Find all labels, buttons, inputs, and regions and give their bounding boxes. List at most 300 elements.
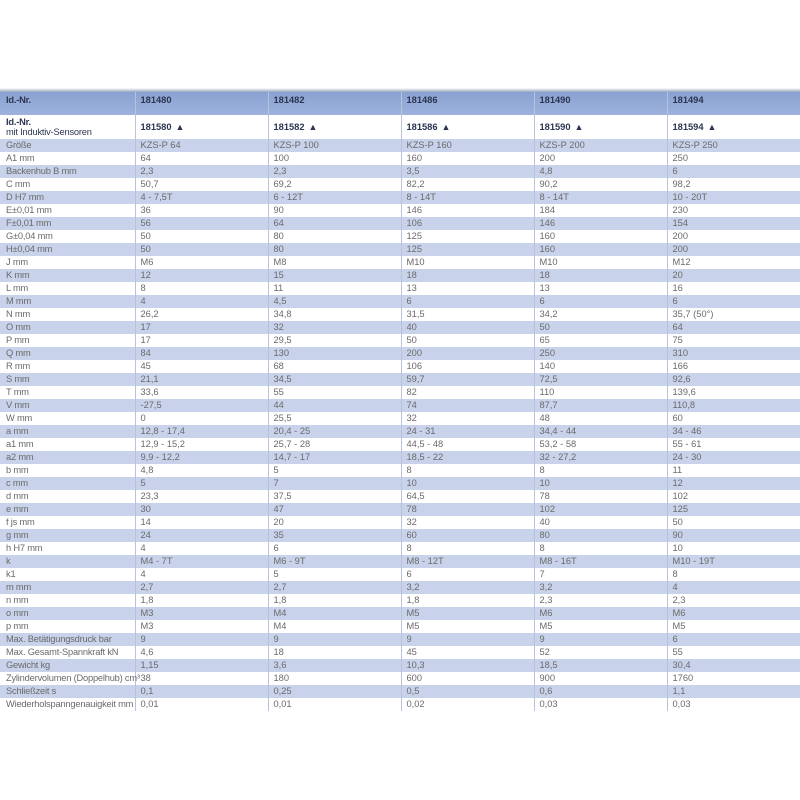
table-row	[0, 555, 800, 568]
cell-value: 17	[135, 334, 268, 347]
cell-value: 44,5 - 48	[401, 438, 534, 451]
table-row	[0, 269, 800, 282]
cell-value: 0,03	[534, 698, 667, 711]
row-label: k1	[6, 569, 16, 579]
cell-value: 2,3	[135, 165, 268, 178]
cell-value: 166	[667, 360, 800, 373]
row-label: F±0,01 mm	[0, 217, 135, 230]
row-label: h H7 mm	[6, 543, 43, 553]
cell-value: 47	[268, 503, 401, 516]
table-row	[0, 360, 800, 373]
table-row	[0, 672, 800, 685]
cell-value: 10	[401, 477, 534, 490]
cell-value: M10	[401, 256, 534, 269]
cell-value: M6 - 9T	[268, 555, 401, 568]
cell-value: 110	[534, 386, 667, 399]
cell-value: 600	[401, 672, 534, 685]
cell-value: M8 - 16T	[534, 555, 667, 568]
row-label: D H7 mm	[0, 191, 135, 204]
row-label: V mm	[0, 399, 135, 412]
row-label: a mm	[0, 425, 135, 438]
header-id: 181482	[268, 92, 401, 115]
cell-value: 59,7	[401, 373, 534, 386]
cell-value: M4 - 7T	[135, 555, 268, 568]
row-label: m mm	[0, 581, 135, 594]
cell-value: 33,6	[135, 386, 268, 399]
cell-value: 29,5	[268, 334, 401, 347]
sensor-id	[268, 115, 401, 139]
cell-value: 0,02	[401, 698, 534, 711]
cell-value: 20,4 - 25	[268, 425, 401, 438]
cell-value: 310	[667, 347, 800, 360]
cell-value: 34,5	[268, 373, 401, 386]
cell-value: M10 - 19T	[667, 555, 800, 568]
cell-value: 37,5	[268, 490, 401, 503]
cell-value: 90,2	[534, 178, 667, 191]
row-label: H±0,04 mm	[0, 243, 135, 256]
cell-value: 48	[534, 412, 667, 425]
table-row	[0, 503, 800, 516]
cell-value: 50,7	[135, 178, 268, 191]
cell-value: 65	[534, 334, 667, 347]
cell-value: 78	[401, 503, 534, 516]
cell-value: 26,2	[135, 308, 268, 321]
cell-value: 0,03	[667, 698, 800, 711]
cell-value: 6	[401, 295, 534, 308]
cell-value: 14	[135, 516, 268, 529]
row-label: f js mm	[6, 517, 35, 527]
table-row	[0, 516, 800, 529]
cell-value: 34,4 - 44	[534, 425, 667, 438]
row-label: L mm	[6, 283, 29, 293]
cell-value: 9,9 - 12,2	[135, 451, 268, 464]
cell-value: 130	[268, 347, 401, 360]
header-id: 181480	[135, 92, 268, 115]
row-label: A1 mm	[6, 153, 35, 163]
cell-value: 102	[534, 503, 667, 516]
cell-value: 146	[401, 204, 534, 217]
cell-value: 64	[667, 321, 800, 334]
cell-value: 10 - 20T	[667, 191, 800, 204]
cell-value: 9	[135, 633, 268, 646]
cell-value: KZS-P 64	[135, 139, 268, 152]
cell-value: 4	[135, 542, 268, 555]
table-row	[0, 321, 800, 334]
cell-value: 11	[667, 464, 800, 477]
cell-value: 0,01	[268, 698, 401, 711]
table-row	[0, 542, 800, 555]
table-row	[0, 659, 800, 672]
header-row	[0, 92, 800, 115]
sensor-id-value: 181586	[406, 122, 438, 132]
cell-value: 24	[135, 529, 268, 542]
cell-value: 53,2 - 58	[534, 438, 667, 451]
row-label: a2 mm	[0, 451, 135, 464]
cell-value: 6	[268, 542, 401, 555]
cell-value: 6	[667, 295, 800, 308]
table-row	[0, 581, 800, 594]
cell-value: 11	[268, 282, 401, 295]
row-label: Zylindervolumen (Doppelhub) cm³	[6, 673, 140, 683]
cell-value: 90	[268, 204, 401, 217]
row-label: d mm	[6, 491, 29, 501]
cell-value: 125	[667, 503, 800, 516]
header-id: 181490	[534, 92, 667, 115]
cell-value: 24 - 30	[667, 451, 800, 464]
row-label: a1 mm	[6, 439, 34, 449]
row-label: W mm	[6, 413, 33, 423]
table-row	[0, 490, 800, 503]
row-label: Schließzeit s	[0, 685, 135, 698]
cell-value: 34,8	[268, 308, 401, 321]
row-label: g mm	[0, 529, 135, 542]
cell-value: 125	[401, 230, 534, 243]
cell-value: M6	[667, 607, 800, 620]
table-row	[0, 529, 800, 542]
cell-value: 4,6	[135, 646, 268, 659]
triangle-icon: ▲	[707, 122, 717, 132]
cell-value: 140	[534, 360, 667, 373]
cell-value: 9	[401, 633, 534, 646]
row-label: Backenhub B mm	[0, 165, 135, 178]
cell-value: M5	[401, 620, 534, 633]
table-row	[0, 139, 800, 152]
cell-value: 72,5	[534, 373, 667, 386]
cell-value: M10	[534, 256, 667, 269]
cell-value: KZS-P 100	[268, 139, 401, 152]
cell-value: 8 - 14T	[401, 191, 534, 204]
table-row	[0, 308, 800, 321]
table-row	[0, 256, 800, 269]
cell-value: KZS-P 160	[401, 139, 534, 152]
cell-value: 2,3	[534, 594, 667, 607]
cell-value: 200	[667, 243, 800, 256]
cell-value: 8	[135, 282, 268, 295]
cell-value: 12,9 - 15,2	[135, 438, 268, 451]
cell-value: M4	[268, 607, 401, 620]
table-row	[0, 451, 800, 464]
row-label: c mm	[0, 477, 135, 490]
cell-value: 18,5	[534, 659, 667, 672]
cell-value: 106	[401, 360, 534, 373]
cell-value: 32 - 27,2	[534, 451, 667, 464]
cell-value: 25,7 - 28	[268, 438, 401, 451]
cell-value: 4	[135, 568, 268, 581]
cell-value: M12	[667, 256, 800, 269]
cell-value: 8	[667, 568, 800, 581]
row-label: Gewicht kg	[0, 659, 135, 672]
cell-value: 50	[135, 243, 268, 256]
cell-value: 2,7	[268, 581, 401, 594]
table-row	[0, 412, 800, 425]
table-row	[0, 477, 800, 490]
cell-value: 125	[401, 243, 534, 256]
specifications-table	[0, 92, 800, 711]
cell-value: 30,4	[667, 659, 800, 672]
cell-value: 230	[667, 204, 800, 217]
cell-value: 64	[268, 217, 401, 230]
table-row	[0, 165, 800, 178]
cell-value: -27,5	[135, 399, 268, 412]
triangle-icon: ▲	[574, 122, 584, 132]
cell-value: 3,2	[534, 581, 667, 594]
cell-value: 31,5	[401, 308, 534, 321]
table-row	[0, 594, 800, 607]
header-id: 181486	[401, 92, 534, 115]
cell-value: M5	[667, 620, 800, 633]
cell-value: 21,1	[135, 373, 268, 386]
cell-value: 12	[667, 477, 800, 490]
cell-value: 1,8	[268, 594, 401, 607]
table-row	[0, 607, 800, 620]
cell-value: M5	[401, 607, 534, 620]
table-row	[0, 204, 800, 217]
cell-value: 139,6	[667, 386, 800, 399]
cell-value: M3	[135, 607, 268, 620]
cell-value: 4,8	[135, 464, 268, 477]
cell-value: 0,5	[401, 685, 534, 698]
sensor-id-value: 181590	[539, 122, 571, 132]
cell-value: 25,5	[268, 412, 401, 425]
cell-value: 5	[135, 477, 268, 490]
triangle-icon: ▲	[175, 122, 185, 132]
sensor-id-value: 181582	[273, 122, 305, 132]
cell-value: 92,6	[667, 373, 800, 386]
cell-value: M4	[268, 620, 401, 633]
cell-value: 30	[135, 503, 268, 516]
cell-value: 60	[401, 529, 534, 542]
cell-value: 87,7	[534, 399, 667, 412]
table-row	[0, 152, 800, 165]
cell-value: 56	[135, 217, 268, 230]
cell-value: 45	[401, 646, 534, 659]
cell-value: 68	[268, 360, 401, 373]
cell-value: 50	[401, 334, 534, 347]
cell-value: 8	[401, 542, 534, 555]
cell-value: 15	[268, 269, 401, 282]
cell-value: 52	[534, 646, 667, 659]
cell-value: 18	[268, 646, 401, 659]
cell-value: M5	[534, 620, 667, 633]
cell-value: 84	[135, 347, 268, 360]
cell-value: 8	[534, 464, 667, 477]
table-row	[0, 399, 800, 412]
cell-value: 0,1	[135, 685, 268, 698]
cell-value: 32	[401, 516, 534, 529]
table-row	[0, 425, 800, 438]
sensor-id	[534, 115, 667, 139]
cell-value: 13	[534, 282, 667, 295]
row-label: Größe	[0, 139, 135, 152]
header-label: Id.-Nr.	[0, 92, 135, 115]
row-label: E±0,01 mm	[6, 205, 52, 215]
cell-value: 250	[534, 347, 667, 360]
cell-value: M8 - 12T	[401, 555, 534, 568]
cell-value: 14,7 - 17	[268, 451, 401, 464]
table-row	[0, 620, 800, 633]
cell-value: 23,3	[135, 490, 268, 503]
cell-value: 4	[667, 581, 800, 594]
cell-value: 9	[534, 633, 667, 646]
cell-value: 20	[667, 269, 800, 282]
table-row	[0, 633, 800, 646]
cell-value: 45	[135, 360, 268, 373]
row-label: n mm	[6, 595, 29, 605]
table-row	[0, 438, 800, 451]
cell-value: 80	[534, 529, 667, 542]
cell-value: 80	[268, 243, 401, 256]
row-label: R mm	[6, 361, 30, 371]
row-label: N mm	[6, 309, 30, 319]
table-row	[0, 646, 800, 659]
cell-value: M8	[268, 256, 401, 269]
row-label: M mm	[0, 295, 135, 308]
cell-value: 154	[667, 217, 800, 230]
table-row	[0, 334, 800, 347]
cell-value: 3,2	[401, 581, 534, 594]
table-row	[0, 178, 800, 191]
header-id: 181494	[667, 92, 800, 115]
sensor-sublabel: mit Induktiv-Sensoren	[6, 127, 92, 137]
row-label: G±0,04 mm	[6, 231, 53, 241]
cell-value: 50	[667, 516, 800, 529]
cell-value: 6	[534, 295, 667, 308]
cell-value: 82	[401, 386, 534, 399]
cell-value: 64,5	[401, 490, 534, 503]
cell-value: 184	[534, 204, 667, 217]
row-label: J mm	[6, 257, 28, 267]
row-label: Max. Gesamt-Spannkraft kN	[6, 647, 119, 657]
cell-value: 1,15	[135, 659, 268, 672]
cell-value: 2,7	[135, 581, 268, 594]
cell-value: 6	[401, 568, 534, 581]
sensor-id-row	[0, 115, 800, 139]
cell-value: 0,01	[135, 698, 268, 711]
row-label: C mm	[6, 179, 30, 189]
cell-value: 35	[268, 529, 401, 542]
cell-value: 5	[268, 464, 401, 477]
cell-value: 98,2	[667, 178, 800, 191]
cell-value: 1,8	[135, 594, 268, 607]
cell-value: 10	[667, 542, 800, 555]
table-row	[0, 386, 800, 399]
table-row	[0, 685, 800, 698]
table-row	[0, 243, 800, 256]
cell-value: 160	[534, 243, 667, 256]
cell-value: 146	[534, 217, 667, 230]
cell-value: 32	[401, 412, 534, 425]
cell-value: 8	[401, 464, 534, 477]
cell-value: 12,8 - 17,4	[135, 425, 268, 438]
cell-value: 1,1	[667, 685, 800, 698]
cell-value: 40	[401, 321, 534, 334]
cell-value: 18	[534, 269, 667, 282]
cell-value: 78	[534, 490, 667, 503]
cell-value: 200	[401, 347, 534, 360]
cell-value: 80	[268, 230, 401, 243]
cell-value: 5	[268, 568, 401, 581]
cell-value: 160	[401, 152, 534, 165]
cell-value: 10	[534, 477, 667, 490]
cell-value: 3,6	[268, 659, 401, 672]
cell-value: 38	[135, 672, 268, 685]
cell-value: 55	[667, 646, 800, 659]
cell-value: 1760	[667, 672, 800, 685]
cell-value: 12	[135, 269, 268, 282]
cell-value: 18	[401, 269, 534, 282]
table-row	[0, 230, 800, 243]
cell-value: 6	[667, 165, 800, 178]
cell-value: 13	[401, 282, 534, 295]
table-row	[0, 373, 800, 386]
cell-value: 102	[667, 490, 800, 503]
cell-value: 16	[667, 282, 800, 295]
row-label: o mm	[0, 607, 135, 620]
row-label: Max. Betätigungsdruck bar	[0, 633, 135, 646]
cell-value: 200	[667, 230, 800, 243]
row-label: p mm	[6, 621, 29, 631]
cell-value: M6	[135, 256, 268, 269]
sensor-id-value: 181580	[140, 122, 172, 132]
cell-value: 55 - 61	[667, 438, 800, 451]
cell-value: 0	[135, 412, 268, 425]
row-label: O mm	[0, 321, 135, 334]
sensor-label	[0, 115, 135, 139]
row-label: e mm	[0, 503, 135, 516]
row-label: S mm	[0, 373, 135, 386]
table-row	[0, 191, 800, 204]
cell-value: 6	[667, 633, 800, 646]
cell-value: 3,5	[401, 165, 534, 178]
cell-value: 34 - 46	[667, 425, 800, 438]
table-row	[0, 568, 800, 581]
cell-value: M3	[135, 620, 268, 633]
cell-value: 17	[135, 321, 268, 334]
cell-value: 6 - 12T	[268, 191, 401, 204]
cell-value: 10,3	[401, 659, 534, 672]
cell-value: 50	[534, 321, 667, 334]
row-label: Wiederholspanngenauigkeit mm	[6, 699, 134, 709]
cell-value: 106	[401, 217, 534, 230]
cell-value: 180	[268, 672, 401, 685]
cell-value: 4 - 7,5T	[135, 191, 268, 204]
cell-value: 250	[667, 152, 800, 165]
cell-value: 0,6	[534, 685, 667, 698]
row-label: T mm	[6, 387, 29, 397]
cell-value: 100	[268, 152, 401, 165]
table-row	[0, 295, 800, 308]
cell-value: 34,2	[534, 308, 667, 321]
cell-value: 74	[401, 399, 534, 412]
triangle-icon: ▲	[308, 122, 318, 132]
cell-value: M6	[534, 607, 667, 620]
cell-value: 9	[268, 633, 401, 646]
sensor-label-main: Id.-Nr.	[6, 117, 31, 127]
cell-value: 2,3	[667, 594, 800, 607]
cell-value: 7	[268, 477, 401, 490]
cell-value: 36	[135, 204, 268, 217]
cell-value: 7	[534, 568, 667, 581]
cell-value: 32	[268, 321, 401, 334]
cell-value: 44	[268, 399, 401, 412]
cell-value: 40	[534, 516, 667, 529]
cell-value: 4,8	[534, 165, 667, 178]
cell-value: 55	[268, 386, 401, 399]
cell-value: 64	[135, 152, 268, 165]
cell-value: 8	[534, 542, 667, 555]
row-label: P mm	[6, 335, 30, 345]
cell-value: 4,5	[268, 295, 401, 308]
